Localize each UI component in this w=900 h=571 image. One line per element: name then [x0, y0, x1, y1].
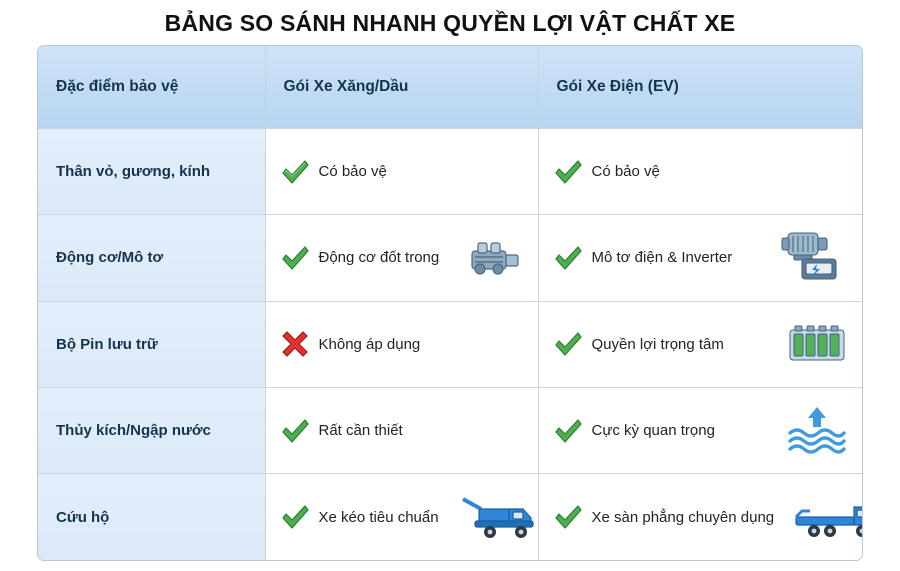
table-row [38, 474, 862, 560]
row-ev-text: Cực kỳ quan trọng [591, 422, 715, 440]
row-gas-text: Có bảo vệ [318, 163, 387, 181]
row-gas-text: Xe kéo tiêu chuẩn [318, 508, 439, 526]
check-icon [553, 329, 583, 359]
page-title: BẢNG SO SÁNH NHANH QUYỀN LỢI VẬT CHẤT XE [164, 10, 736, 36]
row-gas-cell [265, 215, 538, 301]
row-feature-label: Bộ Pin lưu trữ [38, 301, 265, 387]
row-gas-cell [265, 474, 538, 560]
header-row [38, 46, 862, 129]
table-body [38, 129, 862, 561]
row-ev-text: Quyền lợi trọng tâm [591, 335, 724, 353]
table-row [38, 215, 862, 301]
header-cell-ev: Gói Xe Điện (EV) [538, 46, 862, 129]
row-ev-cell [538, 301, 862, 387]
row-gas-text: Rất cần thiết [318, 422, 403, 440]
combustion-engine-icon [466, 235, 524, 281]
check-icon [553, 416, 583, 446]
row-ev-text: Xe sàn phẳng chuyên dụng [591, 508, 775, 526]
row-feature-label: Thủy kích/Ngập nước [38, 387, 265, 473]
check-icon [553, 502, 583, 532]
header-cell-feature: Đặc điểm bảo vệ [38, 46, 265, 129]
row-feature-label: Cứu hộ [38, 474, 265, 560]
row-ev-cell [538, 387, 862, 473]
check-icon [553, 157, 583, 187]
row-gas-cell [265, 129, 538, 215]
flatbed-truck-icon [792, 491, 863, 543]
row-ev-cell [538, 474, 862, 560]
row-ev-text: Mô tơ điện & Inverter [591, 249, 733, 267]
row-gas-cell [265, 387, 538, 473]
table-header [38, 46, 862, 129]
battery-pack-icon [786, 322, 848, 366]
table-row [38, 301, 862, 387]
comparison-table-container [37, 45, 863, 561]
check-icon [280, 502, 310, 532]
flood-water-icon [786, 405, 848, 457]
row-feature-label: Động cơ/Mô tơ [38, 215, 265, 301]
table-row [38, 129, 862, 215]
electric-motor-inverter-icon [776, 227, 848, 289]
row-gas-text: Không áp dụng [318, 335, 421, 353]
check-icon [280, 416, 310, 446]
check-icon [280, 243, 310, 273]
row-ev-text: Có bảo vệ [591, 163, 660, 181]
check-icon [280, 157, 310, 187]
row-feature-label: Thân vỏ, gương, kính [38, 129, 265, 215]
row-gas-text: Động cơ đốt trong [318, 249, 440, 267]
row-gas-cell [265, 301, 538, 387]
row-ev-cell [538, 129, 862, 215]
table-row [38, 387, 862, 473]
header-cell-gas: Gói Xe Xăng/Dầu [265, 46, 538, 129]
comparison-table [38, 46, 862, 560]
tow-truck-icon [457, 491, 539, 543]
cross-icon [280, 329, 310, 359]
check-icon [553, 243, 583, 273]
row-ev-cell [538, 215, 862, 301]
